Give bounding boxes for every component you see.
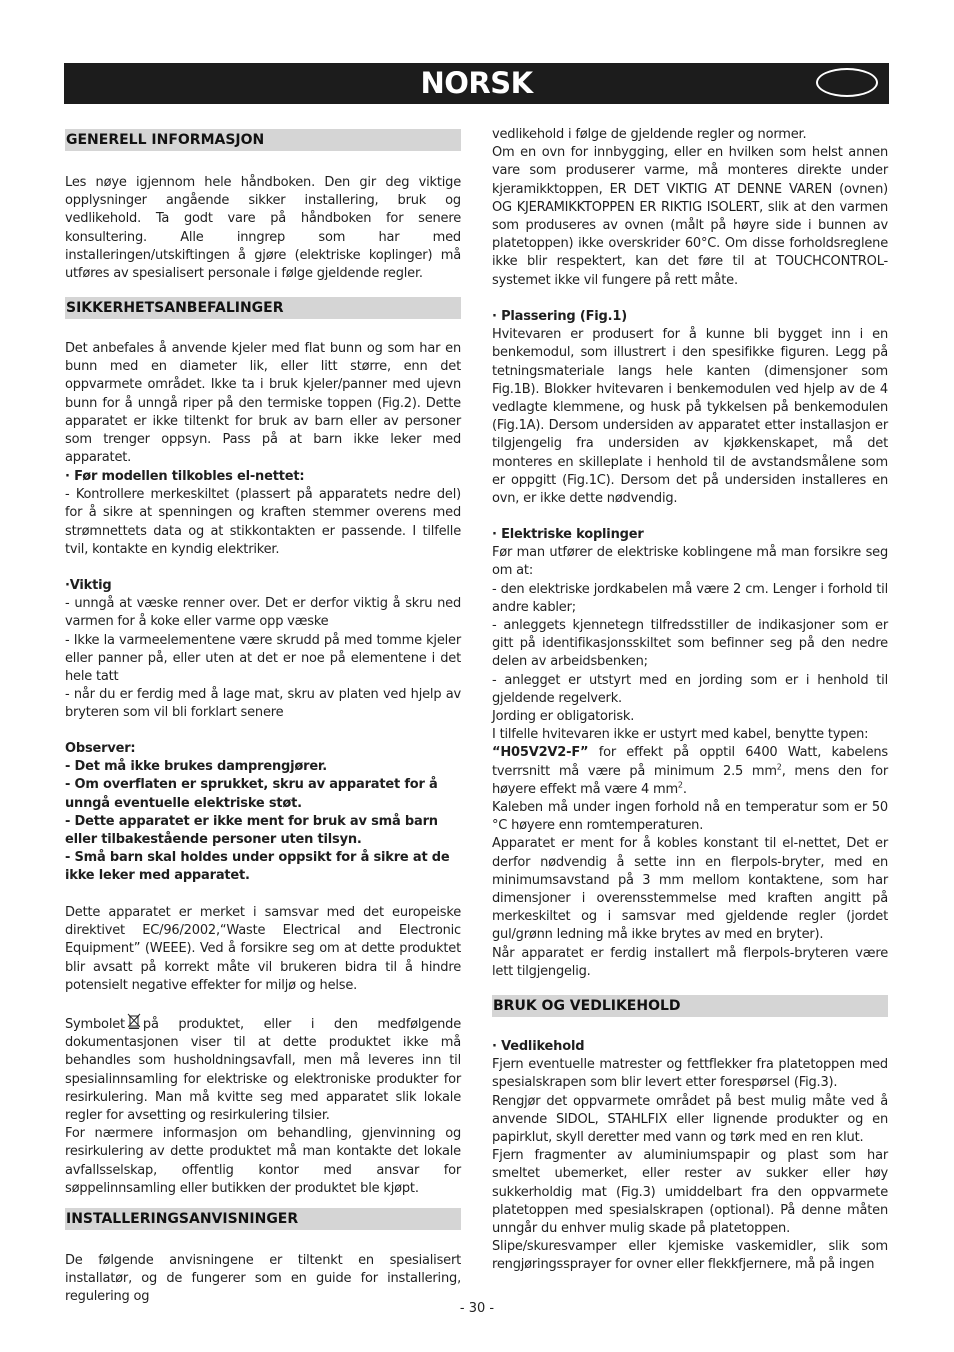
maintenance-item: Fjern eventuelle matrester og fettflekker fra platetoppen med spesialskrapen som blir levert etter forespørsel (Fig.3).: [492, 1057, 888, 1091]
page-number: - 30 -: [459, 1301, 495, 1316]
cable-spec-text: , mens den for høyere effekt må være 4 mm: [492, 763, 888, 797]
placement-text: Hvitevaren er produsert for å kunne bli bygget inn i en benkemodul, som illustrert i den spesifikke figuren. Legg på tetningsmateriale langs hele kanten (dimensjoner som Fig.1B). Blokker hvitevaren i benkemodulen ved hjelp av de 4 vedlagte klemmene, og husk på tykkelsen på benkemodulen (Fig.1A). Dersom undersiden av apparatet etter installasjon er tilgjengelig fra undersiden av kjøkkenskapet, må det monteres en skilleplate i henhold til de avstandsmålene som er oppgitt (Fig.1C). Dersom det på undersiden installeres en ovn, er ikke dette nødvendig.: [492, 327, 888, 507]
before-connect-text: - Kontrollere merkeskiltet (plassert på apparatets nedre del) for å sikre at spenningen og kraften stemmer overens med strømnettets data og at stikkontakten er passende. I tilfelle tvil, kontakte en kyndig elektriker.: [65, 487, 461, 557]
important-block: [65, 577, 461, 723]
section-heading-usage: [492, 995, 888, 1017]
observe-item: - Små barn skal holdes under oppsikt for å sikre at de ikke leker med apparatet.: [65, 850, 450, 884]
electric-item: - anlegget er utstyrt med en jording som er i henhold til gjeldende regelverk.: [492, 672, 888, 706]
placement-block: [492, 308, 888, 508]
important-item: - når du er ferdig med å lage mat, skru av platen ved hjelp av bryteren som vil bli forklart senere: [65, 687, 461, 721]
weee-paragraph: For nærmere informasjon om behandling, gjenvinning og resirkulering av dette produktet må man kontakte det lokale avfallsselskap, offentlig kontor med ansvar for søppelinnsamling eller butikken der produktet ble kjøpt.: [65, 1126, 461, 1196]
section-heading-text: INSTALLERINGSANVISNINGER: [66, 1211, 299, 1227]
page-title: NORSK: [420, 66, 533, 100]
maintenance-block: [492, 1038, 888, 1275]
continued-text: vedlikehold i følge de gjeldende regler og normer.: [492, 127, 807, 142]
continued-block: [492, 126, 888, 290]
section-heading-generell: [65, 129, 461, 151]
before-connect-block: [65, 468, 461, 559]
electric-title: · Elektriske koplinger: [492, 527, 644, 542]
section-heading-install: [65, 1208, 461, 1230]
electric-item: Apparatet er ment for å kobles konstant til el-nettet, Det er derfor nødvendig å sette inn en flerpols-bryter, med en minimumsavstand på 3 mm mellom kontaktene, som har dimensjoner i overensstemmelse med kraften angitt på merkeskiltet og i samsvar med gjeldende regler (jordet gul/grønn ledning må ikke brytes av med en bryter).: [492, 836, 888, 943]
electric-item: Før man utfører de elektriske koblingene må man forsikre seg om at:: [492, 545, 888, 579]
observe-title: Observer:: [65, 741, 136, 756]
section-heading-text: GENERELL INFORMASJON: [66, 132, 265, 148]
observe-item: - Dette apparatet er ikke ment for bruk av små barn eller tilbakestående personer uten tilsyn.: [65, 813, 438, 848]
crossed-bin-icon: [127, 1013, 141, 1029]
section-heading-sikkerhet: [65, 297, 461, 319]
cable-spec: “H05V2V2-F” for effekt på opptil 6400 Watt, kabelens tverrsnitt må være på minimum 2.5 $mm^2$, mens den for høyere effekt må være 4 $mm^2$.: [492, 745, 888, 797]
sikkerhet-text: Det anbefales å anvende kjeler med flat bunn og som har en bunn med en diameter lik, eller litt større, enn det oppvarmete området. Ikke ta i bruk kjeler/panner med ujevn bunn for å unngå riper på den termiske toppen (Fig.2). Dette apparatet er ikke tiltenkt for bruk av barn eller av personer som trenger oppsyn. Pass på at barn ikke leker med apparatet.: [65, 341, 461, 466]
maintenance-item: Slipe/skuresvamper eller kjemiske vaskemidler, slik som rengjøringssprayer for ovner eller flekkfjernere, må på ingen: [492, 1239, 888, 1273]
weee-paragraph: [65, 1013, 461, 1125]
electric-item: Når apparatet er ferdig installert må flerpols-bryteren være lett tilgjengelig.: [492, 945, 888, 979]
weee-symbol-label: Symbolet: [65, 1017, 125, 1032]
observe-item: - Det må ikke brukes damprengjører.: [65, 759, 328, 775]
language-badge: [816, 68, 878, 97]
weee-block: [65, 1013, 461, 1198]
superscript: 2: [776, 762, 782, 772]
electric-item: Kaleben må under ingen forhold nå en temperatur som er 50 °C høyere enn romtemperaturen.: [492, 800, 888, 834]
cable-spec-text: for effekt på opptil 6400 Watt, kabelens tverrsnitt må være på minimum 2.5 mm: [492, 745, 888, 779]
electric-item: I tilfelle hvitevaren ikke er ustyrt med kabel, benytte typen:: [492, 727, 869, 743]
generell-text: Les nøye igjennom hele håndboken. Den gir deg viktige opplysninger angående sikker installering, bruk og vedlikehold. Ta godt vare på håndboken for senere konsultering. Alle inngrep som har med installeringen/utskiftingen å gjøre (elektriske koplinger) må utføres av spesialisert personale i følge gjeldende regler.: [65, 175, 461, 282]
maintenance-item: Rengjør det oppvarmete området på best mulig måte ved å anvende SIDOL, STAHLFIX eller lignende produkter og en papirklut, skyll deretter med vann og tørk med en ren klut.: [492, 1093, 888, 1146]
electric-item: - den elektriske jordkabelen må være 2 cm. Lenger i forhold til andre kabler;: [492, 581, 888, 615]
electric-item: Jording er obligatorisk.: [492, 709, 635, 725]
language-header-bar: [64, 63, 889, 104]
cable-type: “H05V2V2-F”: [492, 745, 589, 761]
maintenance-item: Fjern fragmenter av aluminiumspapir og plast som har smeltet ubemerket, eller rester av sukker eller høy sukkerholdig mat (Fig.3) umiddelbart fra den oppvarmete platetoppen med spesialskrapen (optional). På denne måten unngår du enhver mulig skade på platetoppen.: [492, 1148, 888, 1237]
observe-item: - Om overflaten er sprukket, skru av apparatet for å unngå eventuelle elektriske støt.: [65, 777, 438, 811]
maintenance-title: · Vedlikehold: [492, 1039, 585, 1054]
important-title: ·Viktig: [65, 578, 112, 593]
section-heading-text: SIKKERHETSANBEFALINGER: [66, 300, 284, 316]
install-text: De følgende anvisningene er tiltenkt en spesialisert installatør, og de fungerer som en guide for installering, regulering og: [65, 1253, 461, 1305]
observe-block: [65, 740, 461, 886]
oven-warning-text: Om en ovn for innbygging, eller en hvilken som helst annen vare som produserer varme, må monteres direkte under kjeramikktoppen, ER DET VIKTIG AT DENNE VAREN (ovnen) OG KJERAMIKKTOPPEN ER RIKTIG ISOLERT, slik at den varmen som produseres av ovnen (målt på høyre side i bunnen av platetoppen) ikke overskrider 60°C. Om disse forholdsreglene ikke blir respektert, kan det føre til at TOUCHCONTROL-systemet ikke vil fungere på rett måte.: [492, 145, 888, 288]
important-item: - Ikke la varmeelementene være skrudd på med tomme kjeler eller panner på, eller uten at det er noe på elementene i det hele tatt: [65, 632, 461, 685]
weee-symbol-text: på produktet, eller i den medfølgende dokumentasjonen viser til at dette produktet ikke må behandles som husholdningsavfall, men må leveres inn til spesialinnsamling for elektriske og elektroniske produkter for resirkulering. Man må kvitte seg med apparatet slik lokale regler for avsetting og resirkulering tilsier.: [65, 1017, 461, 1124]
weee-text-1: Dette apparatet er merket i samsvar med det europeiske direktivet EC/96/2002,“Waste Electrical and Electronic Equipment” (WEEE). Ved å forsikre seg om at dette produktet blir avsatt på korrekt måte vil brukeren bidra til å hindre potensielt negative effekter for miljø og helse.: [65, 905, 461, 993]
placement-title: · Plassering (Fig.1): [492, 309, 627, 324]
electric-item: - anleggets kjennetegn tilfredsstiller de indikasjoner som er gitt på identifikasjonsskiltet som befinner seg på den nedre delen av arbeidsbenken;: [492, 618, 888, 670]
electric-block: [492, 526, 888, 981]
before-connect-title: · Før modellen tilkobles el-nettet:: [65, 469, 305, 484]
section-heading-text: BRUK OG VEDLIKEHOLD: [493, 998, 681, 1014]
important-item: - unngå at væske renner over. Det er derfor viktig å skru ned varmen for å koke eller varme opp væske: [65, 596, 461, 630]
superscript: 2: [677, 780, 683, 790]
